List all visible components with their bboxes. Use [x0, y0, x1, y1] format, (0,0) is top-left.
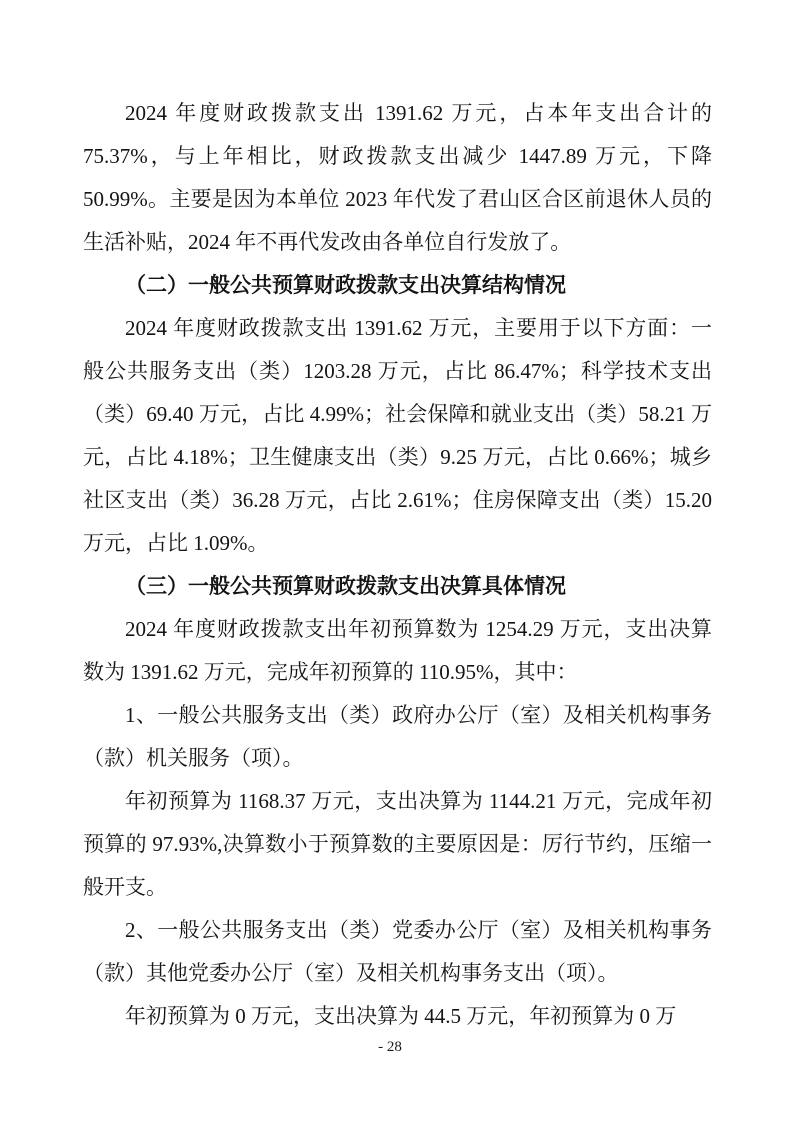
paragraph: 2024 年度财政拨款支出 1391.62 万元，占本年支出合计的 75.37%，与上年相比，财政拨款支出减少 1447.89 万元，下降 50.99%。主要是因为本单位 2023 年代发了君山区合区前退休人员的生活补贴，2024 年不再代发改由各单位自行发放了。 — [83, 101, 712, 254]
document-body — [83, 92, 712, 1038]
page-number: - 28 — [378, 1039, 402, 1055]
paragraph: 年初预算为 1168.37 万元，支出决算为 1144.21 万元，完成年初预算的 97.93%,决算数小于预算数的主要原因是：厉行节约，压缩一般开支。 — [83, 789, 712, 899]
paragraph: 2024 年度财政拨款支出年初预算数为 1254.29 万元，支出决算数为 1391.62 万元，完成年初预算的 110.95%，其中： — [83, 617, 712, 684]
paragraph: 年初预算为 0 万元，支出决算为 44.5 万元，年初预算为 0 万 — [125, 1004, 677, 1028]
paragraph: 2024 年度财政拨款支出 1391.62 万元，主要用于以下方面：一般公共服务支出（类）1203.28 万元，占比 86.47%；科学技术支出（类）69.40 万元，占比 4.99%；社会保障和就业支出（类）58.21 万元，占比 4.18%；卫生健康支出（类）9.25 万元，占比 0.66%；城乡社区支出（类）36.28 万元，占比 2.61%；住房保障支出（类）15.20 万元，占比 1.09%。 — [83, 316, 712, 555]
section-heading-3: （三）一般公共预算财政拨款支出决算具体情况 — [125, 574, 566, 598]
section-heading-2: （二）一般公共预算财政拨款支出决算结构情况 — [125, 273, 566, 297]
paragraph: 2、一般公共服务支出（类）党委办公厅（室）及相关机构事务（款）其他党委办公厅（室）及相关机构事务支出（项）。 — [83, 918, 712, 985]
paragraph: 1、一般公共服务支出（类）政府办公厅（室）及相关机构事务（款）机关服务（项）。 — [83, 703, 712, 770]
